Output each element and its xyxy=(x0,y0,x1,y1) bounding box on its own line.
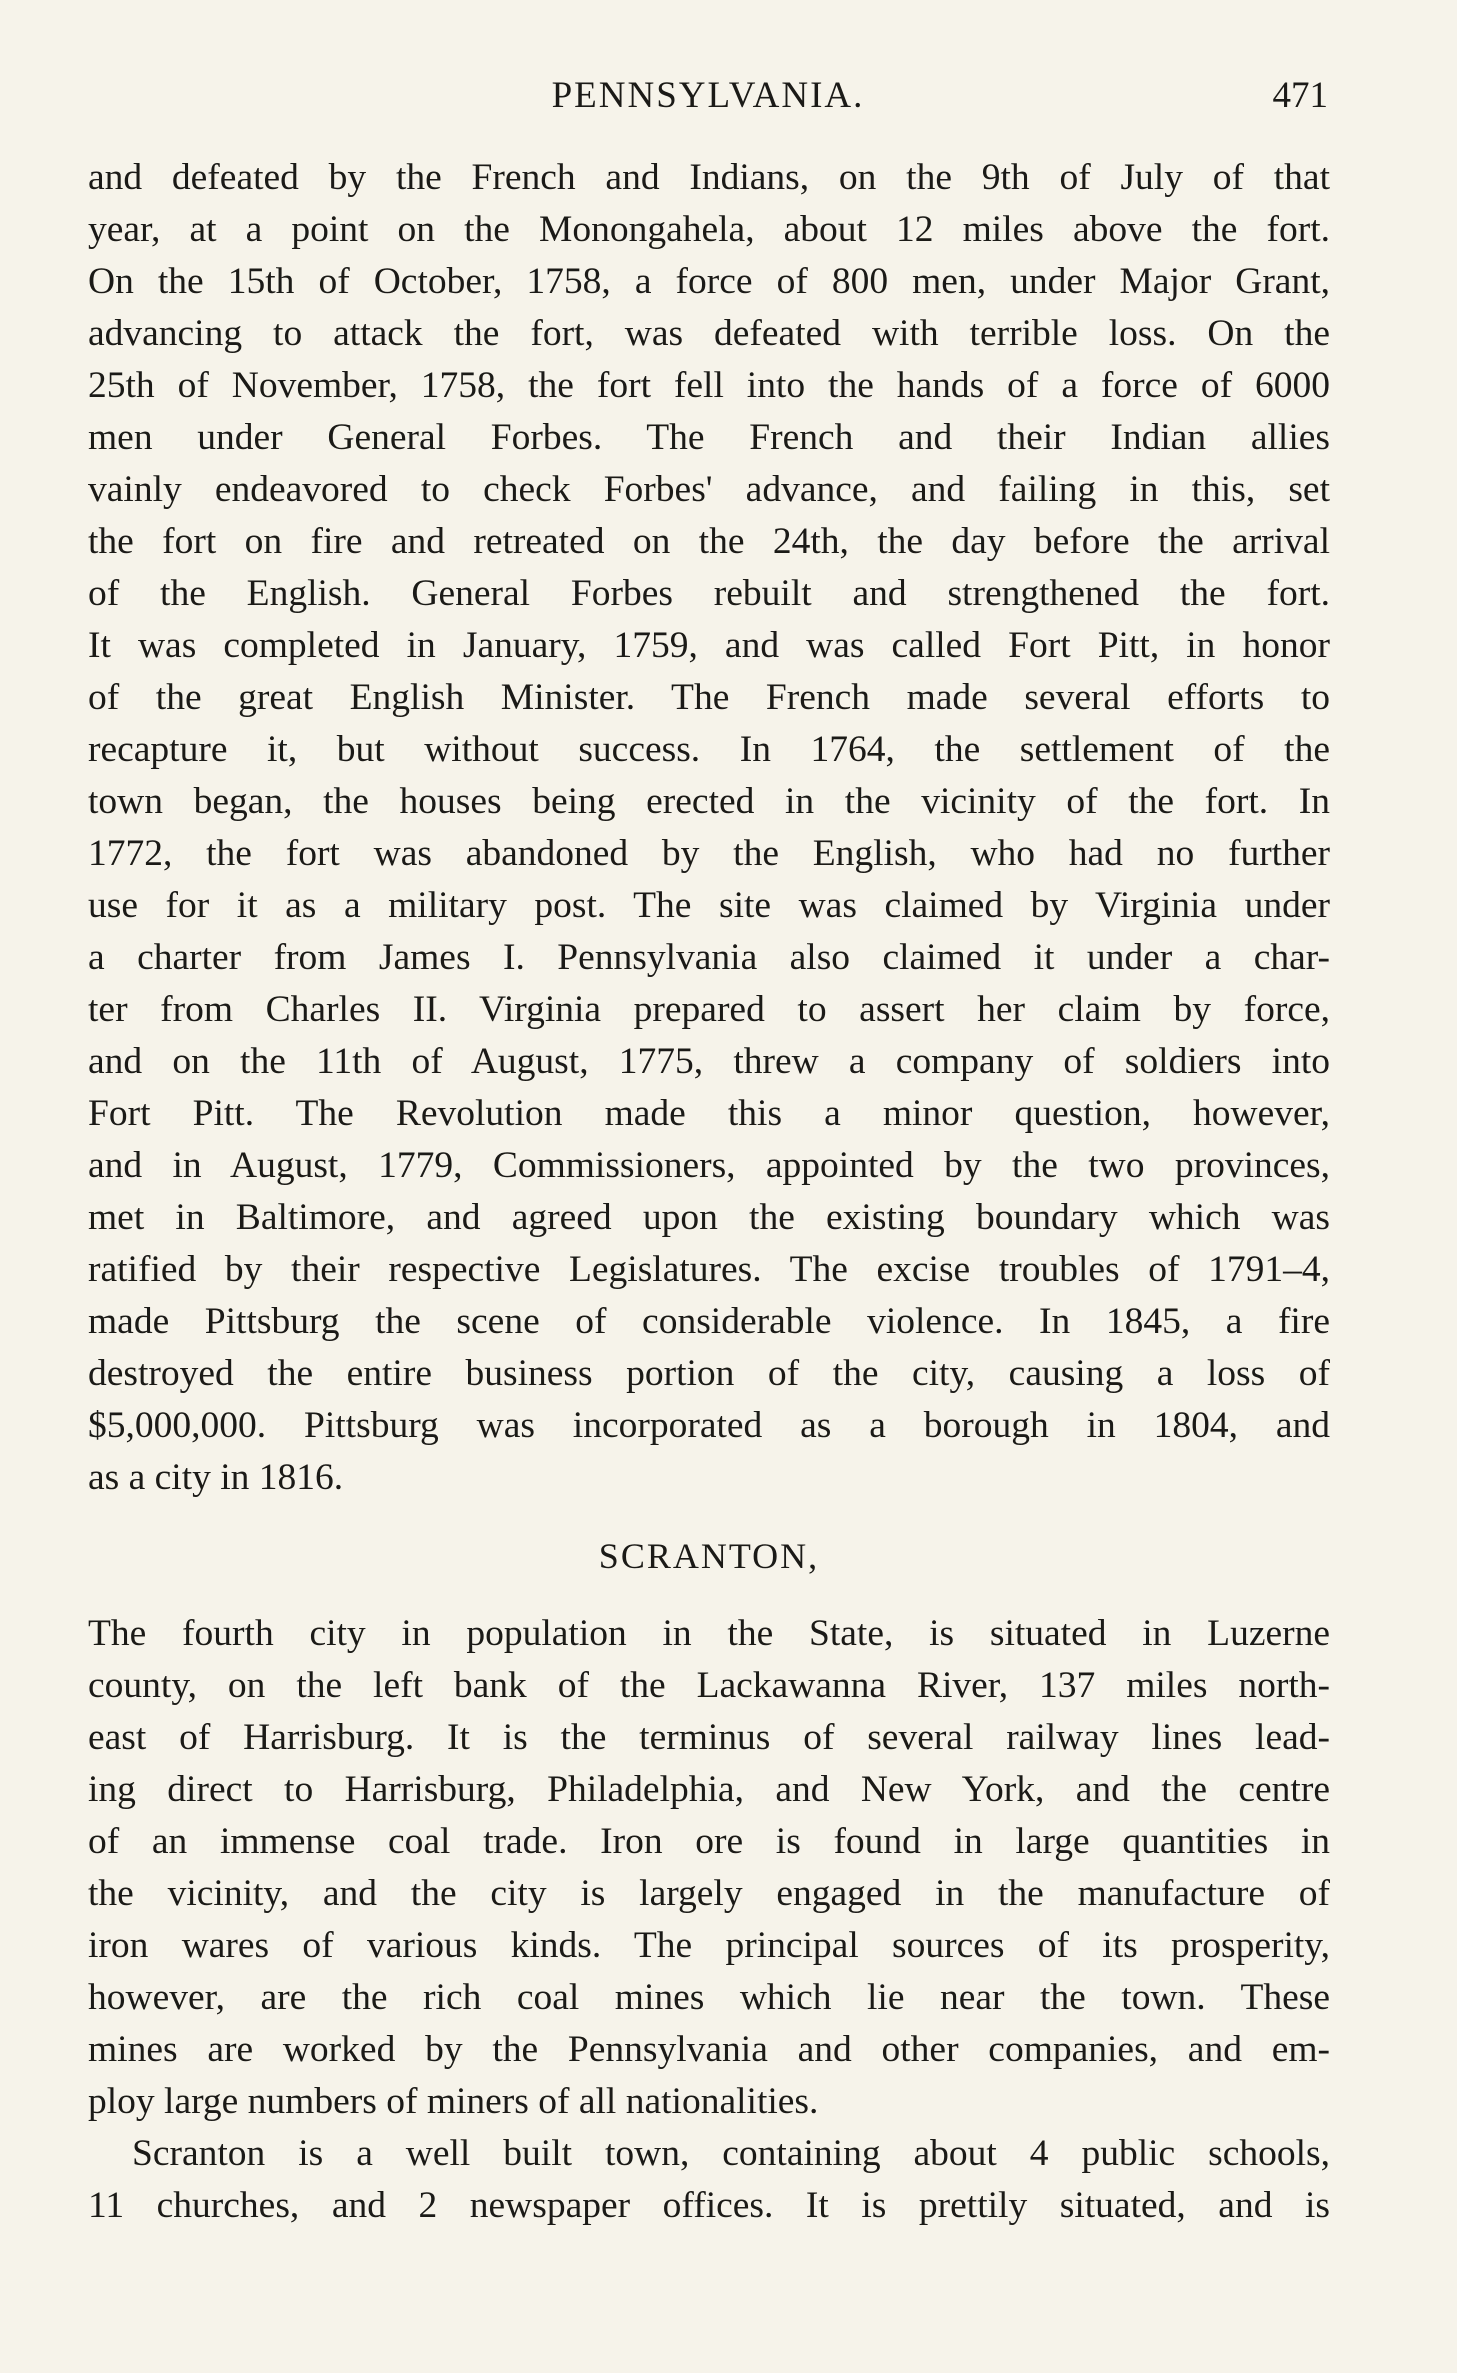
text-line: mines are worked by the Pennsylvania and other companies, and em- xyxy=(88,2029,1330,2070)
text-line: met in Baltimore, and agreed upon the existing boundary which was xyxy=(88,1197,1330,1238)
text-line: and defeated by the French and Indians, on the 9th of July of that xyxy=(88,157,1330,198)
text-line: advancing to attack the fort, was defeated with terrible loss. On the xyxy=(88,313,1330,354)
text-line: year, at a point on the Monongahela, about 12 miles above the fort. xyxy=(88,209,1330,250)
text-line: ratified by their respective Legislatures. The excise troubles of 1791–4, xyxy=(88,1249,1330,1290)
text-line: destroyed the entire business portion of the city, causing a loss of xyxy=(88,1353,1330,1394)
text-line: and in August, 1779, Commissioners, appointed by the two provinces, xyxy=(88,1145,1330,1186)
text-line: 25th of November, 1758, the fort fell into the hands of a force of 6000 xyxy=(88,365,1330,406)
text-line: 1772, the fort was abandoned by the English, who had no further xyxy=(88,833,1330,874)
text-line: Fort Pitt. The Revolution made this a minor question, however, xyxy=(88,1093,1330,1134)
text-line: 11 churches, and 2 newspaper offices. It is prettily situated, and is xyxy=(88,2185,1330,2226)
text-line: of an immense coal trade. Iron ore is found in large quantities in xyxy=(88,1821,1330,1862)
text-line: as a city in 1816. xyxy=(88,1457,344,1498)
text-line: county, on the left bank of the Lackawanna River, 137 miles north- xyxy=(88,1665,1330,1706)
text-line: ter from Charles II. Virginia prepared to assert her claim by force, xyxy=(88,989,1330,1030)
text-line: the fort on fire and retreated on the 24th, the day before the arrival xyxy=(88,521,1330,562)
text-line: On the 15th of October, 1758, a force of 800 men, under Major Grant, xyxy=(88,261,1330,302)
text-line: made Pittsburg the scene of considerable violence. In 1845, a fire xyxy=(88,1301,1330,1342)
text-line: The fourth city in population in the State, is situated in Luzerne xyxy=(88,1613,1330,1654)
text-line: ploy large numbers of miners of all nationalities. xyxy=(88,2081,819,2122)
text-line: iron wares of various kinds. The principal sources of its prosperity, xyxy=(88,1925,1330,1966)
text-line: ing direct to Harrisburg, Philadelphia, and New York, and the centre xyxy=(88,1769,1330,1810)
pittsburg-history-paragraph xyxy=(88,152,1330,1504)
text-line: a charter from James I. Pennsylvania also claimed it under a char- xyxy=(88,937,1330,978)
text-line: recapture it, but without success. In 1764, the settlement of the xyxy=(88,729,1330,770)
scranton-paragraph xyxy=(88,1608,1330,2232)
running-title: PENNSYLVANIA. xyxy=(551,75,865,116)
text-line: however, are the rich coal mines which lie near the town. These xyxy=(88,1977,1330,2018)
running-head xyxy=(88,66,1328,126)
text-line: east of Harrisburg. It is the terminus of several railway lines lead- xyxy=(88,1717,1330,1758)
text-line: use for it as a military post. The site was claimed by Virginia under xyxy=(88,885,1330,926)
text-line: $5,000,000. Pittsburg was incorporated as a borough in 1804, and xyxy=(88,1405,1330,1446)
section-heading: SCRANTON, xyxy=(598,1536,820,1576)
text-line: town began, the houses being erected in the vicinity of the fort. In xyxy=(88,781,1330,822)
text-line: of the English. General Forbes rebuilt and strengthened the fort. xyxy=(88,573,1330,614)
text-line: the vicinity, and the city is largely engaged in the manufacture of xyxy=(88,1873,1330,1914)
text-line: and on the 11th of August, 1775, threw a company of soldiers into xyxy=(88,1041,1330,1082)
text-line: vainly endeavored to check Forbes' advance, and failing in this, set xyxy=(88,469,1330,510)
text-line: men under General Forbes. The French and their Indian allies xyxy=(88,417,1330,458)
text-line: Scranton is a well built town, containing about 4 public schools, xyxy=(132,2133,1330,2174)
page-number: 471 xyxy=(1272,75,1328,116)
text-line: It was completed in January, 1759, and was called Fort Pitt, in honor xyxy=(88,625,1330,666)
text-line: of the great English Minister. The French made several efforts to xyxy=(88,677,1330,718)
